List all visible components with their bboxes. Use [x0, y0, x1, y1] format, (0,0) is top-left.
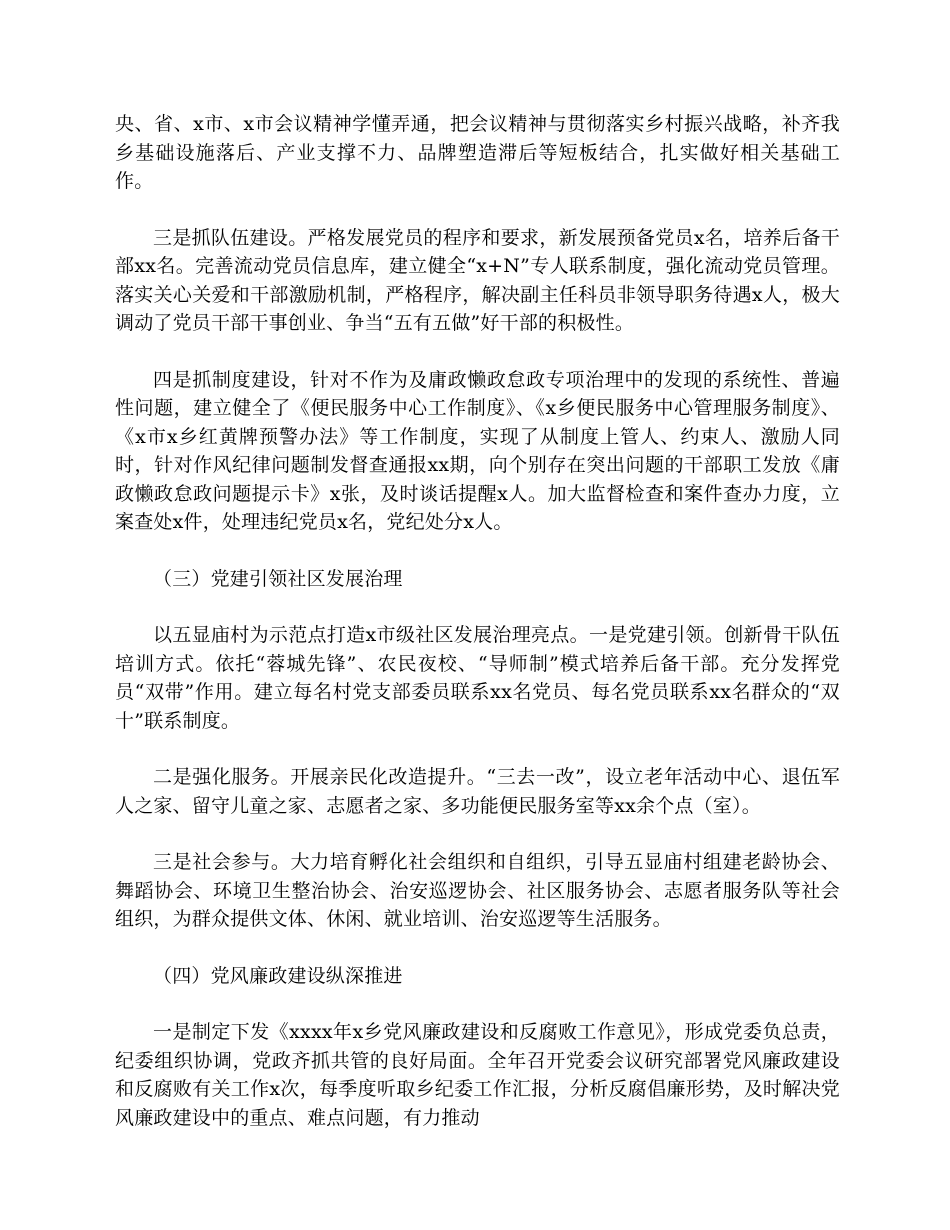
paragraph-party-leadership: 以五显庙村为示范点打造x市级社区发展治理亮点。一是党建引领。创新骨干队伍培训方式。依托“蓉城先锋”、农民夜校、“导师制”模式培养后备干部。充分发挥党员“双带”作用。建立每名村党支部委员联系xx名党员、每名党员联系xx名群众的“双十”联系制度。	[115, 624, 840, 732]
section-heading-3: （三）党建引领社区发展治理	[153, 567, 403, 590]
section-heading-4: （四）党风廉政建设纵深推进	[153, 964, 403, 987]
paragraph-service: 二是强化服务。开展亲民化改造提升。“三去一改”，设立老年活动中心、退伍军人之家、留守儿童之家、志愿者之家、多功能便民服务室等xx余个点（室）。	[115, 766, 840, 817]
document-page	[115, 110, 840, 1160]
paragraph-social-participation: 三是社会参与。大力培育孵化社会组织和自组织，引导五显庙村组建老龄协会、舞蹈协会、环境卫生整治协会、治安巡逻协会、社区服务协会、志愿者服务队等社会组织，为群众提供文体、休闲、就业培训、治安巡逻等生活服务。	[115, 851, 840, 930]
paragraph-continuation: 央、省、x市、x市会议精神学懂弄通，把会议精神与贯彻落实乡村振兴战略，补齐我乡基础设施落后、产业支撑不力、品牌塑造滞后等短板结合，扎实做好相关基础工作。	[115, 113, 840, 192]
paragraph-team-building: 三是抓队伍建设。严格发展党员的程序和要求，新发展预备党员x名，培养后备干部xx名。完善流动党员信息库，建立健全“x+N”专人联系制度，强化流动党员管理。落实关心关爱和干部激励机制，严格程序，解决副主任科员非领导职务待遇x人，极大调动了党员干部干事创业、争当“五有五做”好干部的积极性。	[115, 226, 840, 334]
paragraph-system-building: 四是抓制度建设，针对不作为及庸政懒政怠政专项治理中的发现的系统性、普遍性问题，建立健全了《便民服务中心工作制度》、《x乡便民服务中心管理服务制度》、《x市x乡红黄牌预警办法》等工作制度，实现了从制度上管人、约束人、激励人同时，针对作风纪律问题制发督查通报xx期，向个别存在突出问题的干部职工发放《庸政懒政怠政问题提示卡》x张，及时谈话提醒x人。加大监督检查和案件查办力度，立案查处x件，处理违纪党员x名，党纪处分x人。	[115, 368, 840, 533]
paragraph-anti-corruption: 一是制定下发《xxxx年x乡党风廉政建设和反腐败工作意见》，形成党委负总责，纪委组织协调，党政齐抓共管的良好局面。全年召开党委会议研究部署党风廉政建设和反腐败有关工作x次，每季度听取乡纪委工作汇报，分析反腐倡廉形势，及时解决党风廉政建设中的重点、难点问题，有力推动	[115, 1021, 840, 1129]
